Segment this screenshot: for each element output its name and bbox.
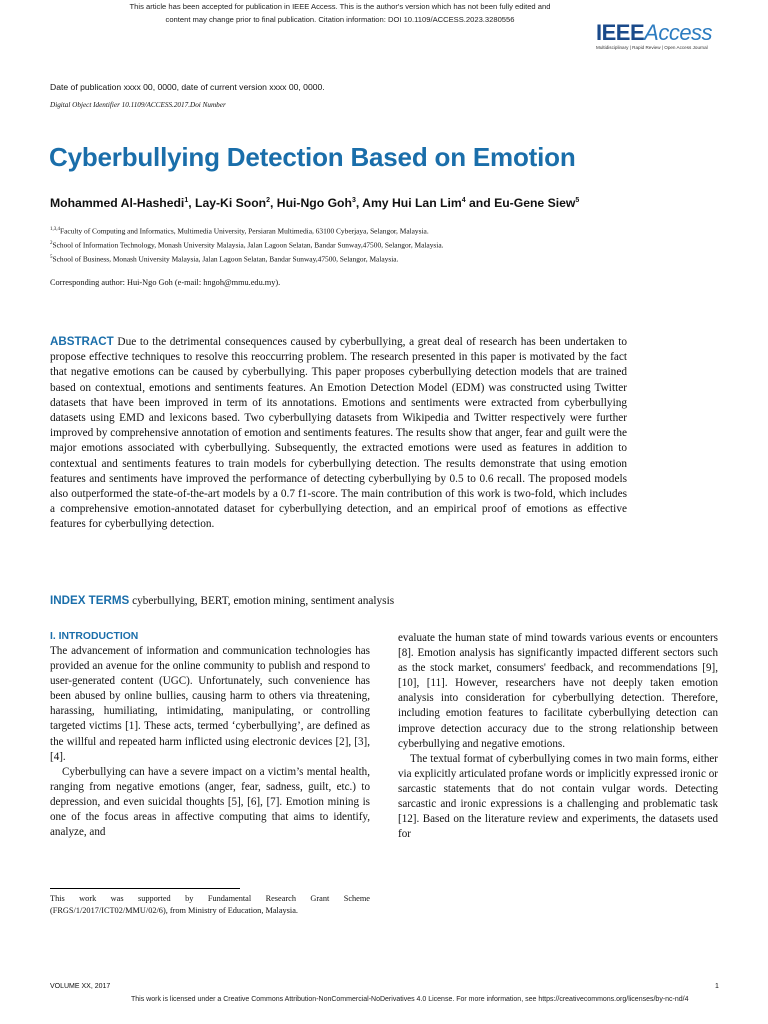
left-column	[50, 630, 370, 840]
logo-ieee-text: IEEE	[596, 20, 645, 45]
logo-access-text: Access	[644, 20, 713, 45]
affiliation-sup: 5	[50, 254, 53, 260]
affiliation-sup: 2	[50, 240, 53, 246]
author-sup: 4	[461, 197, 466, 204]
corresponding-author: Corresponding author: Hui-Ngo Goh (e-mail: hngoh@mmu.edu.my).	[50, 278, 281, 287]
body-paragraph: Cyberbullying can have a severe impact on a victim’s mental health, ranging from negative emotions (anger, fear, sadness, guilt, etc.) to depression, and even suicidal thoughts [5], [6], [7]. Emotion mining is one of the focus areas in affective computing that aims to identify, analyze, and	[50, 765, 370, 839]
license-notice: This work is licensed under a Creative Commons Attribution-NonCommercial-NoDerivatives 4.0 License. For more information, see https://creativecommons.org/licenses/by-nc-nd/4	[131, 996, 689, 1003]
body-paragraph: The textual format of cyberbullying comes in two main forms, either via explicitly articulated profane words or implicitly expressed ironic or sarcastic statements that do not contain vulgar words. Detecting sarcastic and ironic expressions is a challenging and problematic task [12]. Based on the literature review and experiments, the datasets used for	[398, 752, 718, 841]
page-number: 1	[715, 983, 719, 990]
abstract-text: Due to the detrimental consequences caused by cyberbullying, a great deal of research has been undertaken to propose effective techniques to resolve this reoccurring problem. The research presented in this paper is motivated by the fact that negative emotions can be caused by cyberbullying. This paper proposes cyberbullying detection models that are trained based on contextual, emotions and sentiments features. An Emotion Detection Model (EDM) was constructed using Twitter datasets that have been improved in term of its annotations. Emotions and sentiments were extracted from cyberbullying datasets using EMD and lexicons based. Two cyberbullying datasets from Wikipedia and Twitter respectively were further improved by comprehensive annotation of emotion and sentiments features. The results show that anger, fear and guilt were the major emotions associated with cyberbullying. Subsequently, the extracted emotions were used as features in addition to contextual and sentiments features to train models for cyberbullying detection. The results demonstrate that using emotion features and sentiments have improved the performance of detecting cyberbullying by 0.5 to 0.6 recall. The proposed models also outperformed the state-of-the-art models by a 0.7 f1-score. The main contribution of this work is two-fold, which includes a comprehensive emotion-annotated dataset for cyberbullying detection, and an empirical proof of emotions as effective features for cyberbullying detection.	[50, 336, 627, 531]
publication-date: Date of publication xxxx 00, 0000, date of current version xxxx 00, 0000.	[50, 82, 325, 92]
index-terms-label: INDEX TERMS	[50, 594, 130, 607]
affiliation-text: Faculty of Computing and Informatics, Multimedia University, Persiaran Multimedia, 63100 Cyberjaya, Selangor, Malaysia.	[60, 226, 429, 236]
paper-title: Cyberbullying Detection Based on Emotion	[49, 142, 576, 172]
affiliation-sup: 1,3,4	[50, 227, 60, 232]
top-notice	[0, 0, 680, 26]
section-title: I. INTRODUCTION	[50, 631, 139, 642]
logo-tagline: Multidisciplinary | Rapid Review | Open Access Journal	[596, 45, 708, 50]
body-paragraph: evaluate the human state of mind towards various events or encounters [8]. Emotion analysis has significantly impacted different sectors such as the stock market, consumers' feedback, and recommendations [9], [10], [11]. However, researchers have not deeply taken emotion analysis into consideration for cyberbullying detection. Therefore, including emotion features to facilitate cyberbullying detection can improve detection accuracy due to the strong relationship between cyberbullying and negative emotions.	[398, 632, 718, 750]
index-terms-text: cyberbullying, BERT, emotion mining, sentiment analysis	[132, 595, 395, 607]
author-sup: 5	[575, 197, 580, 204]
author-name: Hui-Ngo Goh	[276, 196, 352, 211]
right-column	[398, 631, 718, 842]
top-notice-line-2: content may change prior to final publication. Citation information: DOI 10.1109/ACCESS.2023.3280556	[165, 15, 515, 24]
doi-line: Digital Object Identifier 10.1109/ACCESS.2017.Doi Number	[50, 101, 226, 109]
author-sup: 2	[266, 197, 271, 204]
author-name: Eu-Gene Siew	[494, 196, 576, 211]
volume-label: VOLUME XX, 2017	[50, 983, 111, 990]
author-sup: 3	[351, 197, 356, 204]
author-name: Lay-Ki Soon	[195, 196, 267, 211]
ieee-access-logo	[596, 22, 726, 50]
author-list: Mohammed Al-Hashedi$^1$, Lay-Ki Soon$^2$, Hui-Ngo Goh$^3$, Amy Hui Lan Lim$^4$ and Eu-Gene Siew$^5$	[50, 196, 580, 211]
top-notice-line-1: This article has been accepted for publication in IEEE Access. This is the author's version which has not been fully edited and	[129, 2, 551, 11]
footnote-rule	[50, 888, 240, 889]
abstract	[50, 334, 627, 533]
affiliation-line	[50, 238, 443, 252]
affiliation-line	[50, 224, 443, 238]
body-paragraph: The advancement of information and communication technologies has provided an avenue for the online community to publish and respond to user-generated content (UGC). Unfortunately, such convenience has been abused by online bullies, causing harm to others via threatening, harassing, humiliating, intimidating, manipulating, or controlling targeted victims [1]. These acts, termed ‘cyberbullying’, are defined as the willful and repeated harm inflicted using electronic devices [2], [3], [4].	[50, 645, 370, 763]
affiliation-line	[50, 252, 443, 266]
funding-footnote: This work was supported by Fundamental Research Grant Scheme (FRGS/1/2017/ICT02/MMU/02/6), from Ministry of Education, Malaysia.	[50, 894, 370, 915]
affiliations	[50, 224, 443, 266]
abstract-label: ABSTRACT	[50, 335, 114, 348]
index-terms	[50, 594, 394, 607]
author-sup: 1	[184, 197, 189, 204]
author-name: Amy Hui Lan Lim	[362, 196, 462, 211]
affiliation-text: School of Business, Monash University Malaysia, Jalan Lagoon Selatan, Bandar Sunway,47500, Selangor, Malaysia.	[52, 254, 399, 264]
author-name: Mohammed Al-Hashedi	[50, 196, 185, 211]
affiliation-text: School of Information Technology, Monash University Malaysia, Jalan Lagoon Selatan, Bandar Sunway,47500, Selangor, Malaysia.	[52, 240, 444, 250]
